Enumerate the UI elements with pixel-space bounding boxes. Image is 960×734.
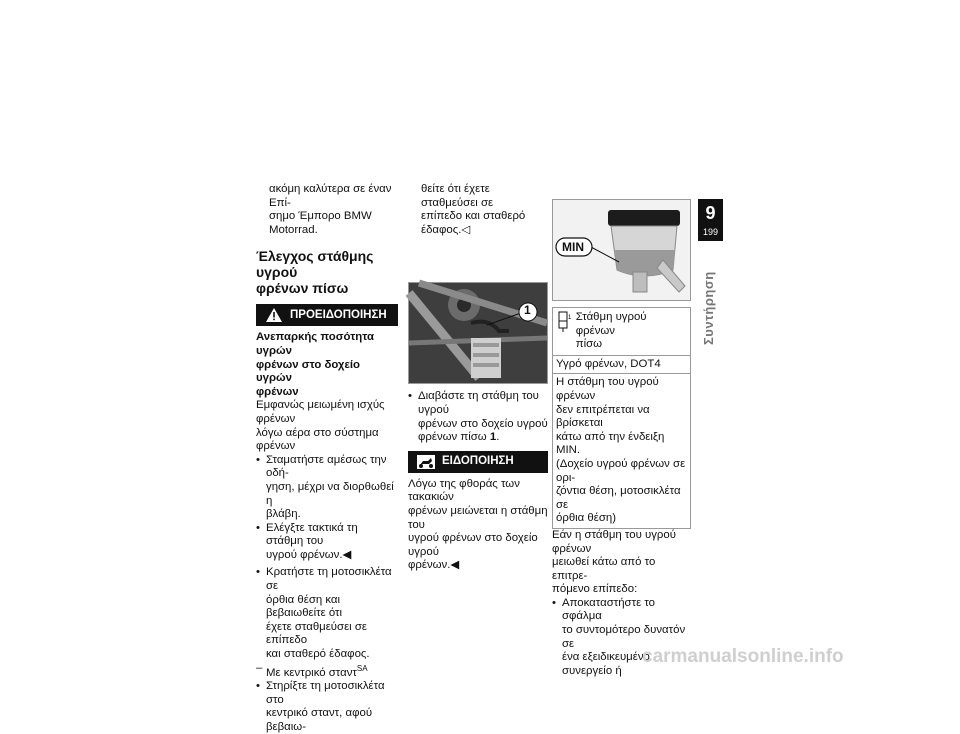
page-number: 199 (702, 227, 719, 237)
photo-callout-1: 1 (524, 303, 531, 318)
chapter-tab (698, 199, 723, 241)
column-1 (256, 183, 398, 734)
dash-item: – Με κεντρικό σταντ$^{SA}$ (256, 662, 398, 680)
sa-superscript: SA (356, 663, 368, 673)
after-table-text: Εάν η στάθμη του υγρού φρένων μειωθεί κάτω από το επιτρε- πόμενο επίπεδο: (552, 528, 676, 596)
reservoir-min-photo (552, 199, 691, 301)
list-item: • Σταματήστε αμέσως την οδή- γηση, μέχρι να διορθωθεί η βλάβη. (256, 454, 398, 522)
section-side-label: Συντήρηση (701, 271, 716, 345)
watermark: carmanualsonline.info (642, 646, 844, 667)
spec-table (552, 307, 691, 529)
spec-table-row: Η στάθμη του υγρού φρένων δεν επιτρέπεται να βρίσκεται κάτω από την ένδειξη MIN. (Δοχείο υγρού φρένων σε ορι- ζόντια θέση, μοτοσικλέτα σε όρθια θέση) (556, 376, 686, 525)
motorcycle-notice-icon (414, 455, 438, 469)
column-3 (552, 183, 692, 678)
notice-label: ΕΙΔΟΠΟΙΗΣΗ (442, 454, 514, 467)
list-item: • Κρατήστε τη μοτοσικλέτα σε όρθια θέση και βεβαιωθείτε ότι έχετε σταθμεύσει σε επίπεδο και σταθερό έδαφος. (256, 566, 398, 661)
spec-table-row: Υγρό φρένων, DOT4 (553, 356, 690, 375)
chapter-number: 9 (705, 203, 716, 223)
warning-triangle-icon (262, 308, 286, 322)
list-item: • Αποκαταστήστε το σφάλμα το συντομότερο δυνατόν σε ένα εξειδικευμένο συνεργείο ή (552, 597, 692, 679)
rear-brake-reservoir-photo (408, 282, 548, 384)
fluid-level-icon (556, 311, 571, 352)
list-item: • Ελέγξτε τακτικά τη στάθμη του υγρού φρένων.◀ (256, 522, 398, 563)
svg-text:1: 1 (568, 315, 572, 321)
section-heading: Έλεγχος στάθμης υγρού φρένων πίσω (256, 248, 374, 297)
warning-text: Εμφανώς μειωμένη ισχύς φρένων λόγω αέρα στο σύστημα φρένων (256, 399, 385, 453)
warning-banner (256, 304, 398, 326)
spec-table-header: 1 Στάθμη υγρού φρένων πίσω (553, 308, 690, 356)
list-item: • Διαβάστε τη στάθμη του υγρού φρένων στο δοχείο υγρού φρένων πίσω 1. (408, 390, 548, 444)
notice-banner (408, 451, 548, 473)
column-2 (408, 183, 548, 573)
notice-text: Λόγω της φθοράς των τακακιών φρένων μειώνεται η στάθμη του υγρού φρένων στο δοχείο υγρού φρένων.◀ (408, 477, 548, 572)
intro-text: ακόμη καλύτερα σε έναν Επί- σημο Έμπορο BMW Motorrad. (269, 183, 392, 236)
continued-text: θείτε ότι έχετε σταθμεύσει σε επίπεδο και σταθερό έδαφος.◁ (421, 183, 526, 236)
list-item: • Στηρίξτε τη μοτοσικλέτα στο κεντρικό σταντ, αφού βεβαιω- (256, 680, 398, 734)
warning-label: ΠΡΟΕΙΔΟΠΟΙΗΣΗ (290, 308, 387, 321)
warning-title: Ανεπαρκής ποσότητα υγρών φρένων στο δοχείο υγρών φρένων (256, 331, 374, 398)
min-label: MIN (562, 240, 584, 254)
motorcycle-frame-image (409, 283, 547, 383)
